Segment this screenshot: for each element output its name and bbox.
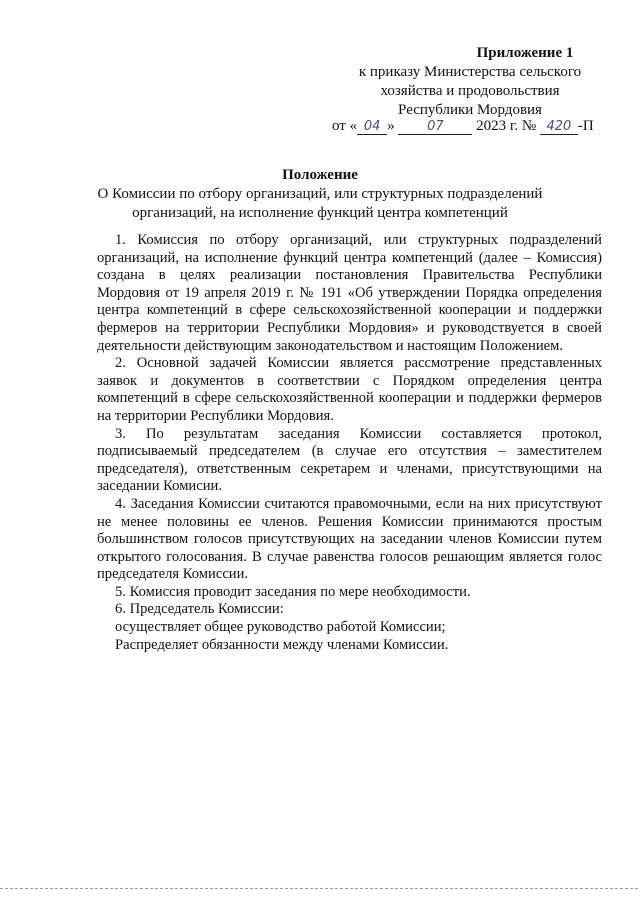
paragraph-5: 5. Комиссия проводит заседания по мере необходимости. [115,583,471,600]
document-subtitle-line-1: О Комиссии по отбору организаций, или структурных подразделений [97,186,543,202]
document-subtitle-line-2: организаций, на исполнение функций центра компетенций [132,205,508,221]
paragraph-6-item-2: Распределяет обязанности между членами Комиссии. [115,636,449,653]
paragraph-2: 2. Основной задачей Комиссии является рассмотрение представленных заявок и документов в соответствии с Порядком определения центра компетенций в сфере сельскохозяйственной кооперации и поддержки фермеров на территории Республики Мордовия. [97,355,602,424]
appendix-line-3: Республики Мордовия [398,102,542,118]
appendix-block [320,44,620,120]
document-title: Положение [282,167,358,183]
document-body [97,232,602,654]
paragraph-6-item-1: осуществляет общее руководство работой Комиссии; [115,619,446,636]
scan-edge-divider [0,888,640,889]
paragraph-6: 6. Председатель Комиссии: [115,601,284,618]
paragraph-4: 4. Заседания Комиссии считаются правомочными, если на них присутствуют не менее половины ее членов. Решения Комиссии принимаются простым большинством голосов присутствующих на заседании членов Комиссии путем открытого голосования. В случае равенства голосов решающим является голос председателя Комиссии. [97,495,602,583]
order-reference [332,117,632,136]
order-number-handwritten: 420 [540,119,578,135]
document-heading [40,166,600,223]
order-year: 2023 г. № [476,118,537,134]
order-suffix: -П [577,118,594,134]
order-day-handwritten: 04 [357,119,387,135]
appendix-line-2: хозяйства и продовольствия [380,83,560,99]
paragraph-1: 1. Комиссия по отбору организаций, или структурных подразделений организаций, на исполнение функций центра компетенций (далее – Комиссия) создана в целях реализации постановления Правительства Республики Мордовия от 19 апреля 2019 г. № 191 «Об утверждении Порядка определения центра компетенций в сфере сельскохозяйственной кооперации и поддержки фермеров на территории Республики Мордовия» и руководствуется в своей деятельности действующим законодательством и настоящим Положением. [97,232,602,354]
paragraph-3: 3. По результатам заседания Комиссии составляется протокол, подписываемый председателем (в случае его отсутствия – заместителем председателя), ответственным секретарем и членами, присутствующими на заседании Комисии. [97,425,602,495]
order-prefix: от « [332,118,358,134]
order-mid: » [387,118,395,134]
order-month-handwritten: 07 [398,119,472,135]
appendix-title: Приложение 1 [476,45,574,61]
appendix-line-1: к приказу Министерства сельского [358,64,582,80]
